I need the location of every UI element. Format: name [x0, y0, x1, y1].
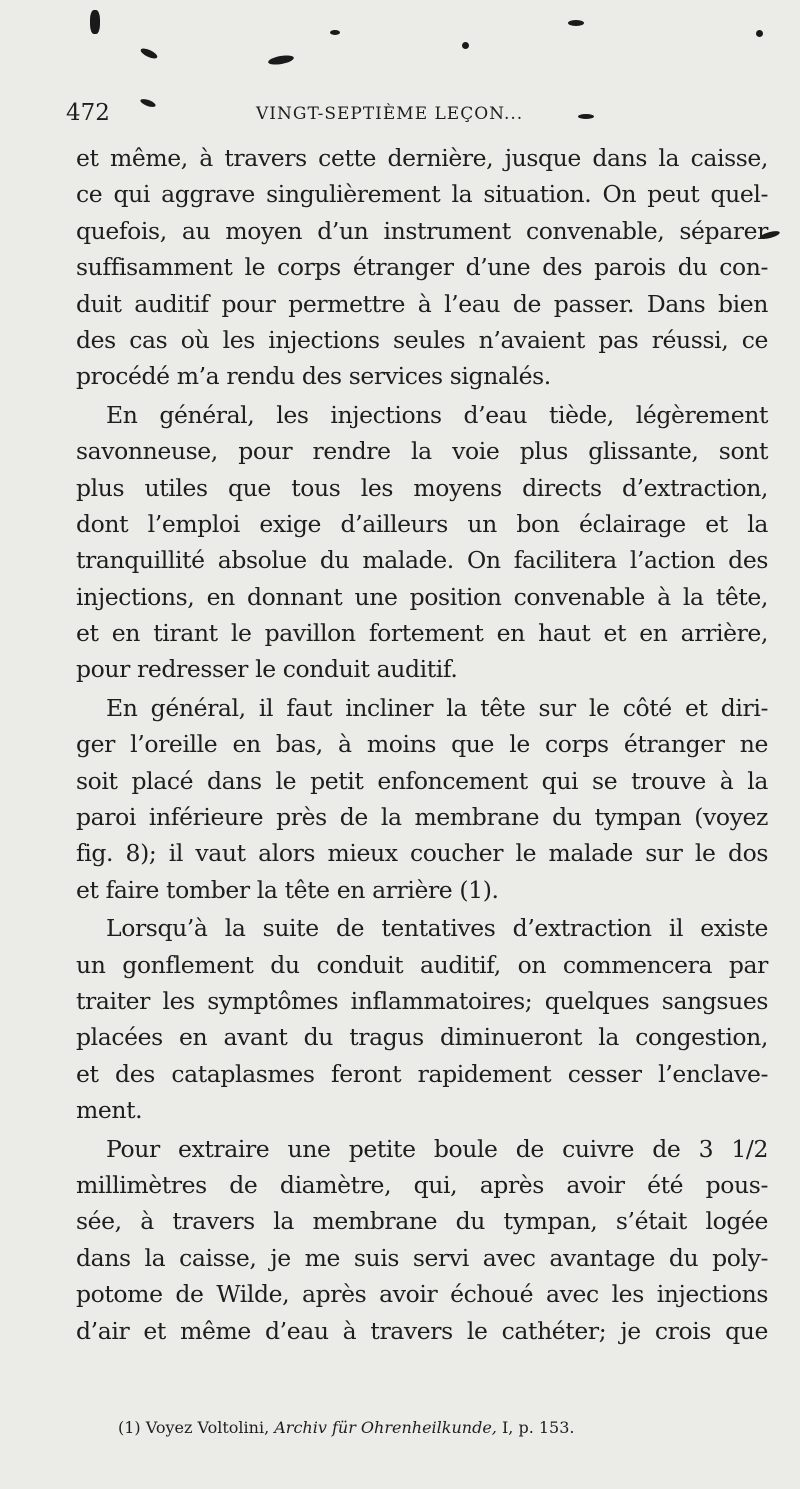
text-line: et des cataplasmes feront rapidement cesser l’enclave-: [76, 1059, 768, 1088]
text-line: Lorsqu’à la suite de tentatives d’extraction il existe: [106, 914, 768, 943]
text-line: duit auditif pour permettre à l’eau de passer. Dans bien: [76, 289, 768, 318]
ink-blot: [330, 30, 340, 35]
text-line: sée, à travers la membrane du tympan, s’était logée: [76, 1207, 768, 1236]
text-line: En général, les injections d’eau tiède, légèrement: [106, 400, 768, 429]
text-line: tranquillité absolue du malade. On facilitera l’action des: [76, 546, 768, 575]
text-line: plus utiles que tous les moyens directs d’extraction,: [76, 473, 768, 502]
text-line: pour redresser le conduit auditif.: [76, 655, 458, 684]
text-line: d’air et même d’eau à travers le cathéter; je crois que: [76, 1316, 768, 1345]
text-line: placées en avant du tragus diminueront la congestion,: [76, 1023, 768, 1052]
running-title: VINGT-SEPTIÈME LEÇON...: [256, 104, 524, 124]
footnote-marker: (1): [118, 1418, 141, 1437]
text-line: soit placé dans le petit enfoncement qui se trouve à la: [76, 766, 768, 795]
text-line: procédé m’a rendu des services signalés.: [76, 362, 551, 391]
text-line: ger l’oreille en bas, à moins que le corps étranger ne: [76, 730, 768, 759]
paragraph: [76, 397, 768, 688]
footnote-journal-title: Archiv für Ohrenheilkunde,: [274, 1418, 497, 1437]
text-line: En général, il faut incliner la tête sur le côté et diri-: [106, 693, 768, 722]
text-line: dans la caisse, je me suis servi avec avantage du poly-: [76, 1243, 768, 1272]
ink-blot: [139, 47, 158, 61]
text-line: et faire tomber la tête en arrière (1).: [76, 875, 499, 904]
text-line: millimètres de diamètre, qui, après avoir été pous-: [76, 1170, 768, 1199]
ink-blot: [462, 42, 469, 49]
ink-blot: [90, 10, 100, 34]
text-line: et en tirant le pavillon fortement en haut et en arrière,: [76, 619, 768, 648]
text-line: ce qui aggrave singulièrement la situation. On peut quel-: [76, 180, 768, 209]
text-line: un gonflement du conduit auditif, on commencera par: [76, 950, 768, 979]
text-line: et même, à travers cette dernière, jusque dans la caisse,: [76, 144, 768, 172]
footnote: [118, 1418, 575, 1437]
text-line: fig. 8); il vaut alors mieux coucher le malade sur le dos: [76, 839, 768, 868]
ink-blot: [268, 54, 295, 66]
text-line: injections, en donnant une position convenable à la tête,: [76, 582, 768, 611]
text-line: suffisamment le corps étranger d’une des parois du con-: [76, 253, 768, 282]
text-line: savonneuse, pour rendre la voie plus glissante, sont: [76, 437, 768, 466]
body-text: [76, 140, 768, 1349]
footnote-text: Voyez Voltolini,: [145, 1418, 270, 1437]
text-line: paroi inférieure près de la membrane du tympan (voyez: [76, 803, 768, 832]
text-line: ment.: [76, 1096, 143, 1125]
text-line: quefois, au moyen d’un instrument convenable, séparer: [76, 216, 768, 245]
paragraph: [76, 690, 768, 908]
ink-blot: [568, 20, 584, 26]
text-line: dont l’emploi exige d’ailleurs un bon éclairage et la: [76, 509, 768, 538]
text-line: Pour extraire une petite boule de cuivre de 3 1/2: [106, 1134, 768, 1163]
paragraph: [76, 1131, 768, 1349]
running-head: [66, 100, 606, 134]
paragraph: [76, 140, 768, 395]
paragraph: [76, 910, 768, 1128]
text-line: potome de Wilde, après avoir échoué avec les injections: [76, 1280, 768, 1309]
ink-blot: [756, 30, 763, 37]
page-number: 472: [66, 100, 110, 126]
footnote-reference: I, p. 153.: [501, 1418, 575, 1437]
text-line: des cas où les injections seules n’avaient pas réussi, ce: [76, 325, 768, 354]
text-line: traiter les symptômes inflammatoires; quelques sangsues: [76, 986, 768, 1015]
